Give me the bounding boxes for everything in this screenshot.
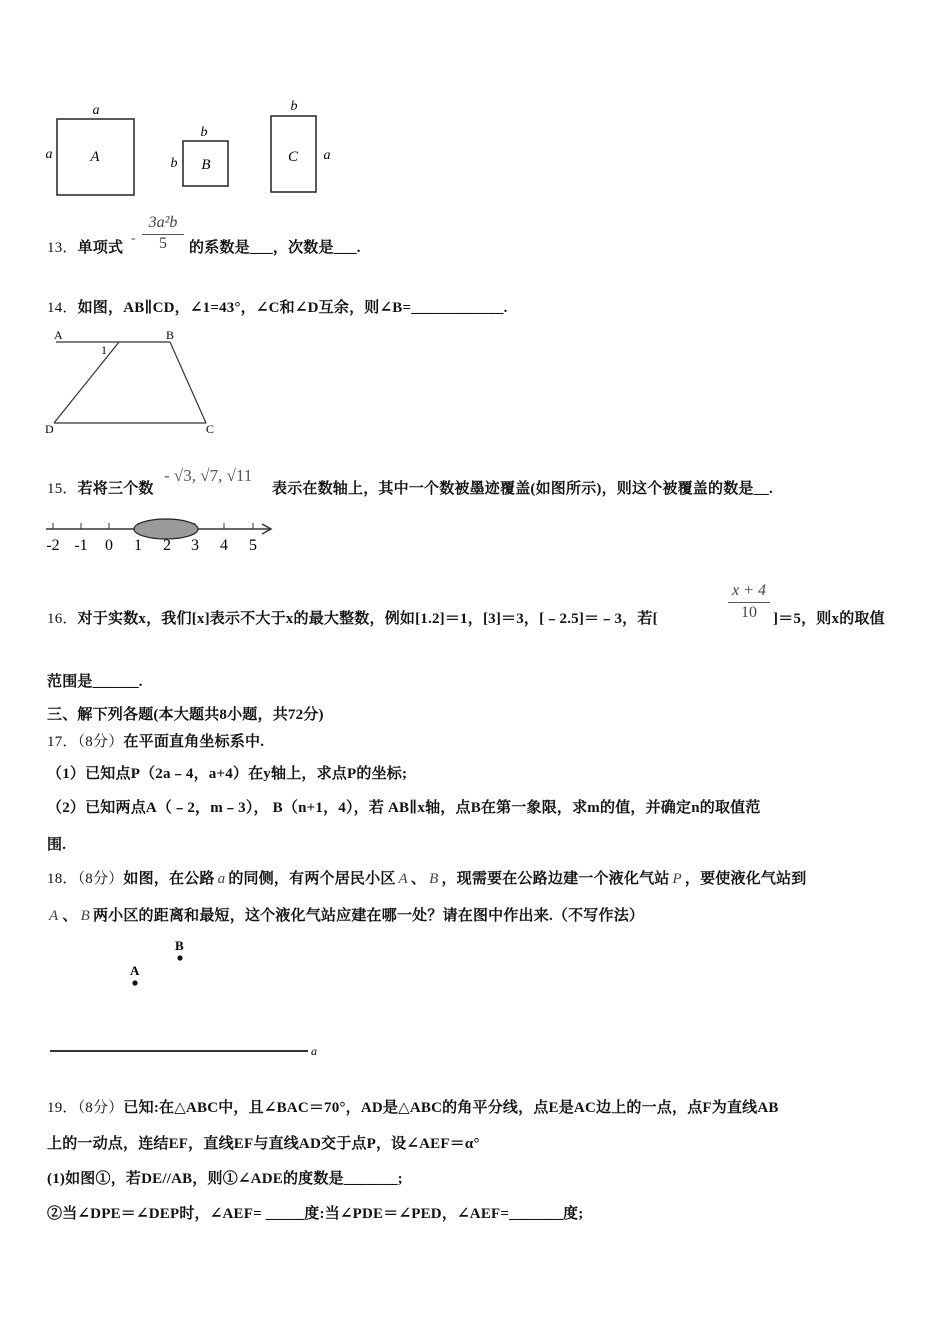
q13-number: 13． (47, 240, 78, 256)
point-B-label: B (175, 938, 184, 953)
q19-line3: (1)如图①，若DE//AB，则①∠ADE的度数是_______; (47, 1171, 403, 1187)
vertex-D: D (45, 422, 54, 436)
q16-frac-top: x + 4 (732, 582, 766, 599)
q16-pre: 对于实数x，我们[x]表示不大于x的最大整数，例如[1.2]＝1，[3]＝3，[﹣2.5]＝﹣3，若[ (77, 611, 658, 627)
q13 (47, 236, 123, 257)
rect-b-left-label: b (170, 156, 178, 171)
rect-b-name: B (201, 157, 211, 173)
rect-b-top-label: b (200, 125, 208, 140)
road-figure (40, 930, 340, 1065)
q17-score: （8分） (77, 734, 124, 750)
rect-a-top-label: a (92, 103, 100, 118)
tick-label: 5 (249, 537, 257, 554)
q19-line4: ②当∠DPE＝∠DEP时，∠AEF= _____度:当∠PDE＝∠PED，∠AEF=_______度; (47, 1206, 584, 1222)
q18-line2-var-a: A (49, 908, 59, 924)
q14 (47, 296, 508, 317)
q15 (47, 477, 154, 498)
q18-line2-var-b: B (80, 908, 90, 924)
ink-blot (134, 519, 198, 539)
q16-number: 16． (47, 611, 78, 627)
rectangles-figure (40, 95, 340, 205)
tick-label: 3 (191, 537, 199, 554)
q18-number: 18． (47, 871, 78, 887)
q16 (47, 607, 658, 628)
rect-a-name: A (90, 149, 100, 165)
q18-score: （8分） (77, 871, 124, 887)
q19-line2: 上的一动点，连结EF，直线EF与直线AD交于点P，设∠AEF＝α° (47, 1136, 480, 1152)
q18-sep: 、 (410, 871, 427, 887)
q17 (47, 730, 264, 751)
q18-line2-sep: 、 (62, 908, 78, 924)
q13-post: 的系数是___，次数是___. (189, 240, 361, 256)
q13-frac-top: 3a²b (148, 214, 178, 231)
q18-line2-text: 两小区的距离和最短，这个液化气站应建在哪一处？请在图中作出来.（不写作法） (92, 908, 645, 924)
road-label: a (311, 1044, 317, 1058)
angle-1-label: 1 (101, 343, 107, 357)
q13-pre: 单项式 (77, 240, 124, 256)
q18-text-d: ，要使液化气站到 (684, 871, 807, 887)
q18-text-c: ，现需要在公路边建一个液化气站 (441, 871, 670, 887)
q16-post: ]＝5，则x的取值 (773, 611, 885, 627)
q18-road-var: a (217, 871, 226, 887)
q17-part2-cont: 围. (47, 837, 67, 853)
q15-math: - √3, √7, √11 (164, 466, 253, 485)
q18-line1 (47, 867, 806, 888)
tick-label: 2 (163, 537, 171, 554)
section-3-heading: 三、解下列各题(本大题共8小题，共72分) (47, 707, 324, 723)
q18-var-p: P (672, 871, 682, 887)
q15-pre: 若将三个数 (77, 481, 154, 497)
q19-score: （8分） (77, 1100, 124, 1116)
q18-var-a: A (398, 871, 408, 887)
q16-line2: 范围是______. (47, 674, 143, 690)
point-A-label: A (130, 963, 140, 978)
vertex-C: C (206, 422, 215, 436)
number-line-figure (40, 510, 280, 555)
point-B (177, 955, 182, 960)
tick-label: 0 (105, 537, 113, 554)
q18-line2 (47, 904, 644, 925)
q17-part2: （2）已知两点A（﹣2，m﹣3）， B（n+1，4），若 AB∥x轴，点B在第一象限，求m的值，并确定n的取值范 (47, 800, 761, 816)
q19-line1 (47, 1096, 779, 1117)
q18-var-b: B (429, 871, 439, 887)
q19-text-1: 已知:在△ABC中，且∠BAC＝70°，AD是△ABC的角平分线，点E是AC边上的一点，点F为直线AB (123, 1100, 779, 1116)
q16-frac-bar (728, 602, 770, 603)
rect-a-left-label: a (45, 147, 53, 162)
q18-text-a: 如图，在公路 (123, 871, 215, 887)
q13-fraction (140, 214, 186, 253)
q14-text: 如图，AB∥CD，∠1=43°，∠C和∠D互余，则∠B=____________. (77, 300, 508, 316)
vertex-B: B (166, 328, 175, 342)
point-A (132, 980, 137, 985)
q14-number: 14． (47, 300, 78, 316)
tick-label: 1 (134, 537, 142, 554)
tick-label: 4 (220, 537, 228, 554)
rect-c-name: C (287, 149, 299, 165)
q15-number: 15． (47, 481, 78, 497)
q16-frac-bottom: 10 (741, 604, 757, 621)
q19-number: 19． (47, 1100, 78, 1116)
rect-c-top-label: b (290, 99, 298, 114)
q13-minus: - (131, 231, 136, 246)
q17-part1: （1）已知点P（2a﹣4，a+4）在y轴上，求点P的坐标; (47, 766, 408, 782)
q18-text-b: 的同侧，有两个居民小区 (228, 871, 396, 887)
q17-text: 在平面直角坐标系中. (123, 734, 265, 750)
tick-label: -1 (74, 537, 88, 554)
q15-post: 表示在数轴上，其中一个数被墨迹覆盖(如图所示)，则这个被覆盖的数是__. (272, 481, 773, 497)
rect-c-right-label: a (323, 148, 331, 163)
q13-frac-bottom: 5 (159, 235, 167, 252)
tick-label: -2 (46, 537, 60, 554)
q17-number: 17． (47, 734, 78, 750)
vertex-A: A (54, 328, 63, 342)
trapezoid-figure (40, 325, 230, 440)
q16-fraction (727, 582, 771, 622)
